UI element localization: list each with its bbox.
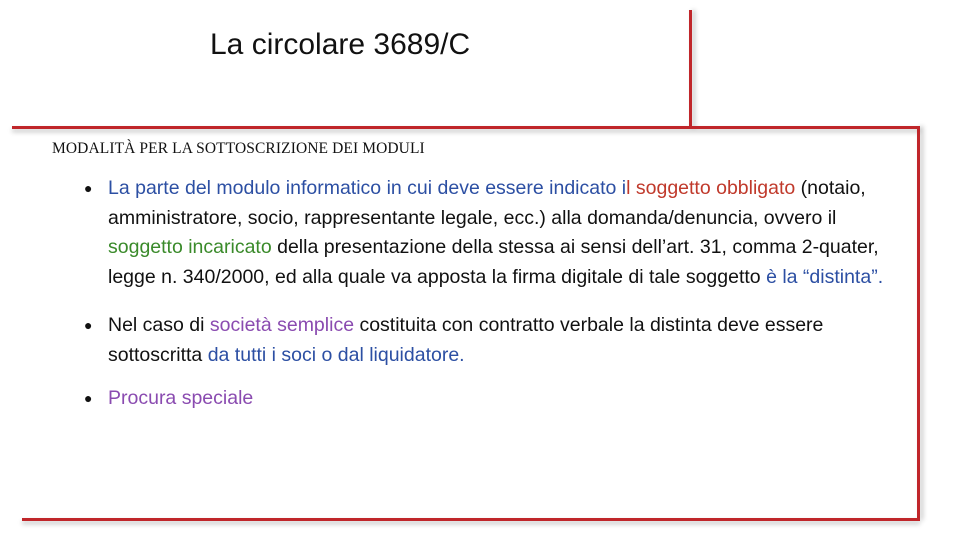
- text-segment: (notaio, amministratore, socio, rappresentante legale, ecc.) alla domanda/denuncia, ovvero il: [108, 177, 866, 229]
- bullet-dot-icon: ●: [84, 317, 93, 333]
- frame-line-vertical-top: [689, 10, 692, 128]
- text-segment-societa-semplice: società semplice: [209, 314, 355, 336]
- frame-line-horizontal-bottom: [22, 518, 920, 521]
- text-segment-procura-speciale: Procura speciale: [108, 387, 254, 409]
- bullet-item-distinta: [84, 174, 904, 292]
- slide-title: La circolare 3689/C: [210, 28, 471, 61]
- text-segment-sottoscrittori: da tutti i soci o dal liquidatore.: [207, 343, 465, 366]
- text-segment: Nel caso di: [108, 314, 210, 336]
- frame-line-vertical-right: [917, 126, 920, 520]
- bullet-dot-icon: ●: [84, 390, 93, 406]
- bullet-list: [84, 174, 904, 414]
- text-segment-distinta: è la “distinta”.: [766, 265, 884, 288]
- text-segment-soggetto-obbligato: l soggetto obbligato: [626, 177, 796, 199]
- frame-line-horizontal-top: [12, 126, 920, 129]
- bullet-dot-icon: ●: [84, 180, 93, 196]
- bullet-item-procura-speciale: [84, 384, 904, 414]
- bullet-item-societa-semplice: [84, 311, 904, 370]
- text-segment: La parte del modulo informatico in cui deve essere indicato i: [108, 177, 627, 199]
- text-segment: della presentazione della stessa ai sensi dell’art. 31, comma 2-quater, legge n. 340/2000, ed alla quale va apposta la firma digitale di tale soggetto: [108, 236, 879, 288]
- text-segment: costituita con contratto verbale la distinta deve essere sottoscritta: [108, 314, 824, 366]
- section-subheading: MODALITÀ PER LA SOTTOSCRIZIONE DEI MODULI: [52, 140, 425, 157]
- text-segment-soggetto-incaricato: soggetto incaricato: [108, 236, 272, 258]
